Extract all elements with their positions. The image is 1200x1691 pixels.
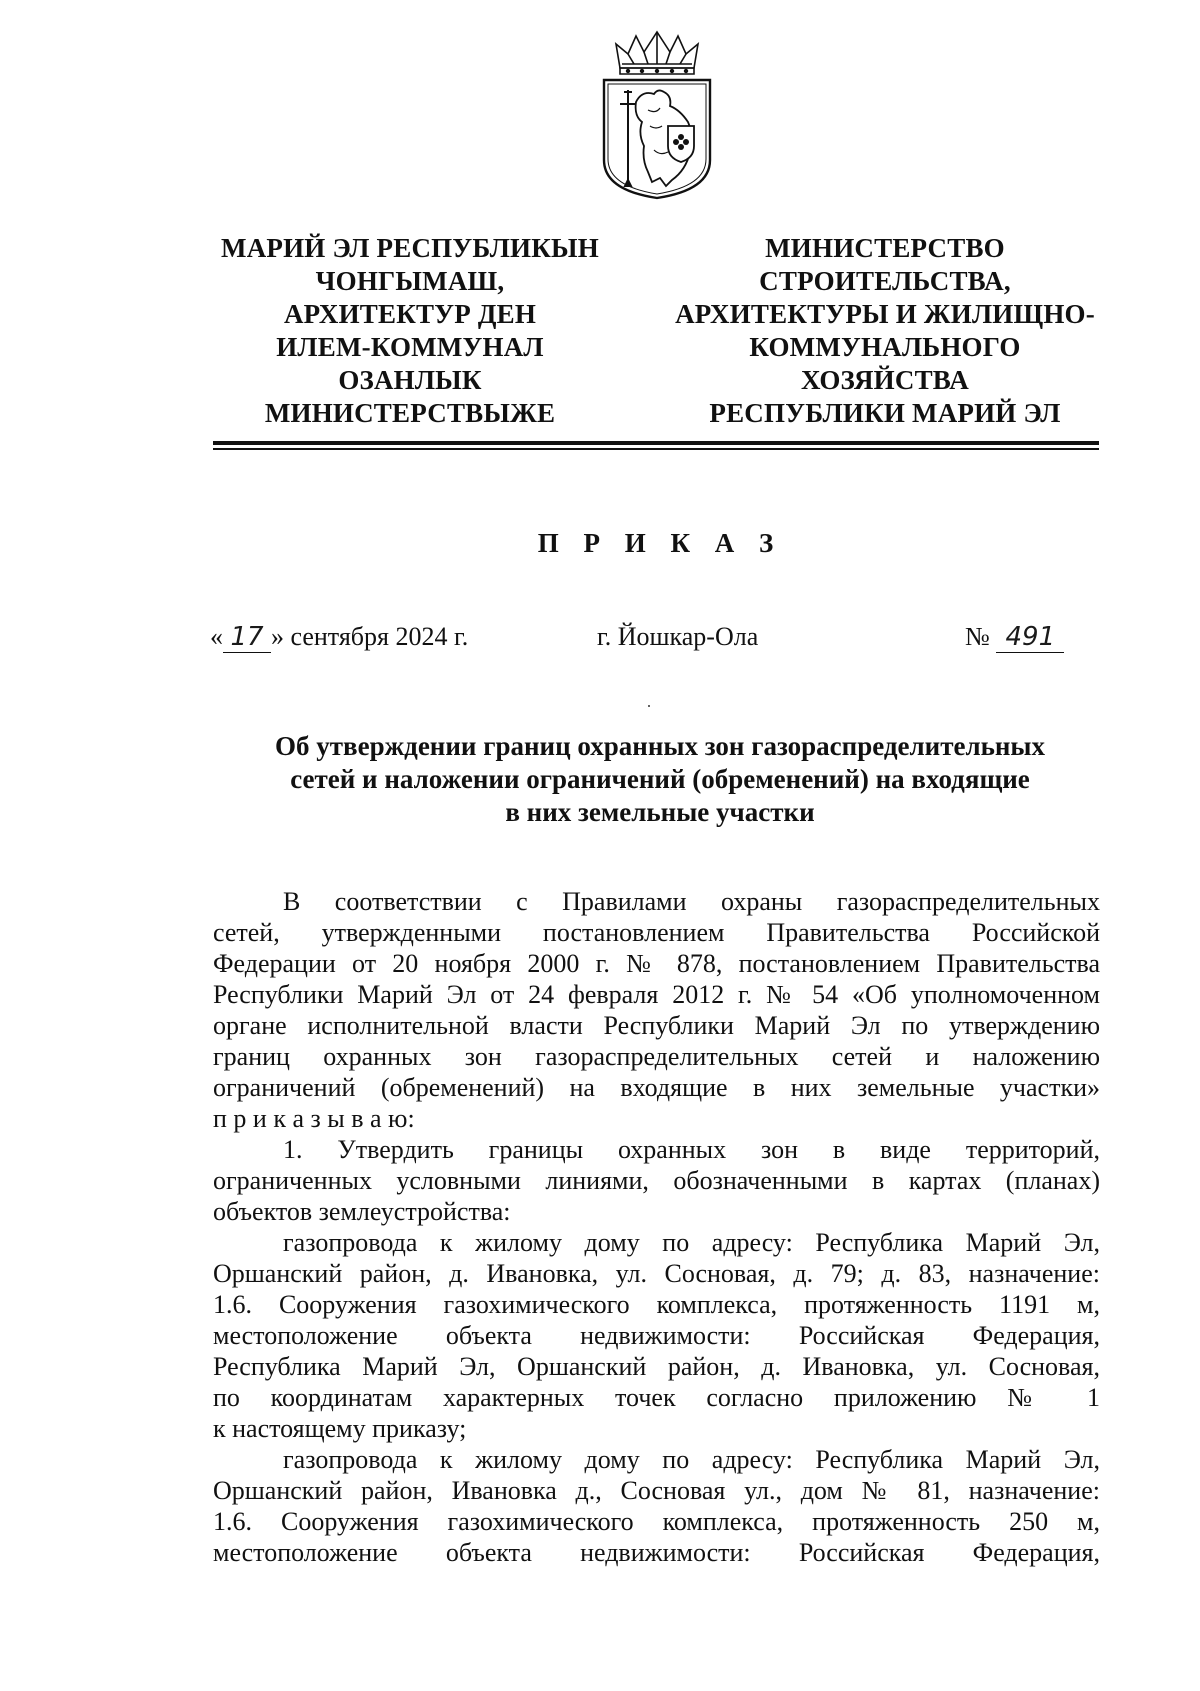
preamble-paragraph xyxy=(213,886,1100,1134)
body-line: к настоящему приказу; xyxy=(213,1414,467,1443)
subject-line: в них земельные участки xyxy=(505,797,815,827)
body-line: ограничений (обременений) на входящие в них земельные участки» xyxy=(213,1073,1100,1102)
header-right-line: АРХИТЕКТУРЫ И ЖИЛИЩНО- xyxy=(675,299,1095,329)
ministry-name-russian xyxy=(660,232,1110,430)
body-line: Республика Марий Эл, Оршанский район, д. Ивановка, ул. Сосновая, xyxy=(213,1352,1100,1381)
handwritten-number: 491 xyxy=(996,622,1064,653)
header-left-line: ИЛЕМ-КОММУНАЛ xyxy=(276,332,544,362)
header-right-line: СТРОИТЕЛЬСТВА, xyxy=(759,266,1011,296)
coat-of-arms-mari-el-icon xyxy=(598,30,716,200)
header-right-line: МИНИСТЕРСТВО xyxy=(765,233,1005,263)
body-line: органе исполнительной власти Республики Марий Эл по утверждению xyxy=(213,1011,1100,1040)
pipeline-paragraph-1 xyxy=(213,1227,1100,1444)
order-city: г. Йошкар-Ола xyxy=(597,622,759,651)
ministry-header xyxy=(190,232,1110,437)
body-line: Оршанский район, д. Ивановка, ул. Сосновая, д. 79; д. 83, назначение: xyxy=(213,1259,1100,1288)
header-right-line: ХОЗЯЙСТВА xyxy=(801,365,969,395)
header-divider-thin xyxy=(213,448,1099,450)
body-line: ограниченных условными линиями, обозначенными в картах (планах) xyxy=(213,1166,1100,1195)
order-number xyxy=(965,622,1064,653)
handwritten-day: 17 xyxy=(223,622,271,653)
body-line: по координатам характерных точек согласно приложению № 1 xyxy=(213,1383,1100,1412)
quote-close: » xyxy=(271,622,284,651)
body-line: объектов землеустройства: xyxy=(213,1197,511,1226)
order-date xyxy=(210,622,468,653)
body-line: сетей, утвержденными постановлением Правительства Российской xyxy=(213,918,1100,947)
document-type-title: П Р И К А З xyxy=(537,528,783,558)
header-left-line: ОЗАНЛЫК xyxy=(338,365,482,395)
subject-line: Об утверждении границ охранных зон газораспределительных xyxy=(274,731,1046,761)
body-line: В соответствии с Правилами охраны газораспределительных xyxy=(283,887,1100,916)
quote-open: « xyxy=(210,622,223,651)
body-line: Федерации от 20 ноября 2000 г. № 878, постановлением Правительства xyxy=(213,949,1100,978)
body-line: Оршанский район, Ивановка д., Сосновая ул., дом № 81, назначение: xyxy=(213,1476,1100,1505)
pipeline-paragraph-2 xyxy=(213,1444,1100,1568)
header-left-line: АРХИТЕКТУР ДЕН xyxy=(283,299,537,329)
item-1-paragraph xyxy=(213,1134,1100,1227)
body-line: Республики Марий Эл от 24 февраля 2012 г. № 54 «Об уполномоченном xyxy=(213,980,1100,1009)
header-left-line: ЧОНГЫМАШ, xyxy=(315,266,505,296)
header-left-line: МИНИСТЕРСТВЫЖЕ xyxy=(264,398,556,428)
body-line: 1. Утвердить границы охранных зон в виде территорий, xyxy=(283,1135,1100,1164)
body-line: 1.6. Сооружения газохимического комплекса, протяженность 1191 м, xyxy=(213,1290,1100,1319)
body-line: местоположение объекта недвижимости: Российская Федерация, xyxy=(213,1321,1100,1350)
body-line: границ охранных зон газораспределительных сетей и наложению xyxy=(213,1042,1100,1071)
body-line: газопровода к жилому дому по адресу: Республика Марий Эл, xyxy=(283,1228,1100,1257)
month-year: сентября 2024 г. xyxy=(284,622,469,651)
header-divider-thick xyxy=(213,441,1099,445)
order-subject xyxy=(230,730,1090,829)
stray-dot xyxy=(648,705,650,707)
body-line: 1.6. Сооружения газохимического комплекса, протяженность 250 м, xyxy=(213,1507,1100,1536)
header-right-line: КОММУНАЛЬНОГО xyxy=(749,332,1021,362)
dateline xyxy=(210,622,1100,662)
order-word: п р и к а з ы в а ю: xyxy=(213,1104,415,1133)
subject-line: сетей и наложении ограничений (обременений) на входящие xyxy=(290,764,1030,794)
ministry-name-mari xyxy=(190,232,630,430)
number-label: № xyxy=(965,622,997,651)
header-left-line: МАРИЙ ЭЛ РЕСПУБЛИКЫН xyxy=(221,233,599,263)
header-right-line: РЕСПУБЛИКИ МАРИЙ ЭЛ xyxy=(709,398,1061,428)
body-line: местоположение объекта недвижимости: Российская Федерация, xyxy=(213,1538,1100,1567)
body-line: газопровода к жилому дому по адресу: Республика Марий Эл, xyxy=(283,1445,1100,1474)
order-body xyxy=(213,886,1100,1568)
